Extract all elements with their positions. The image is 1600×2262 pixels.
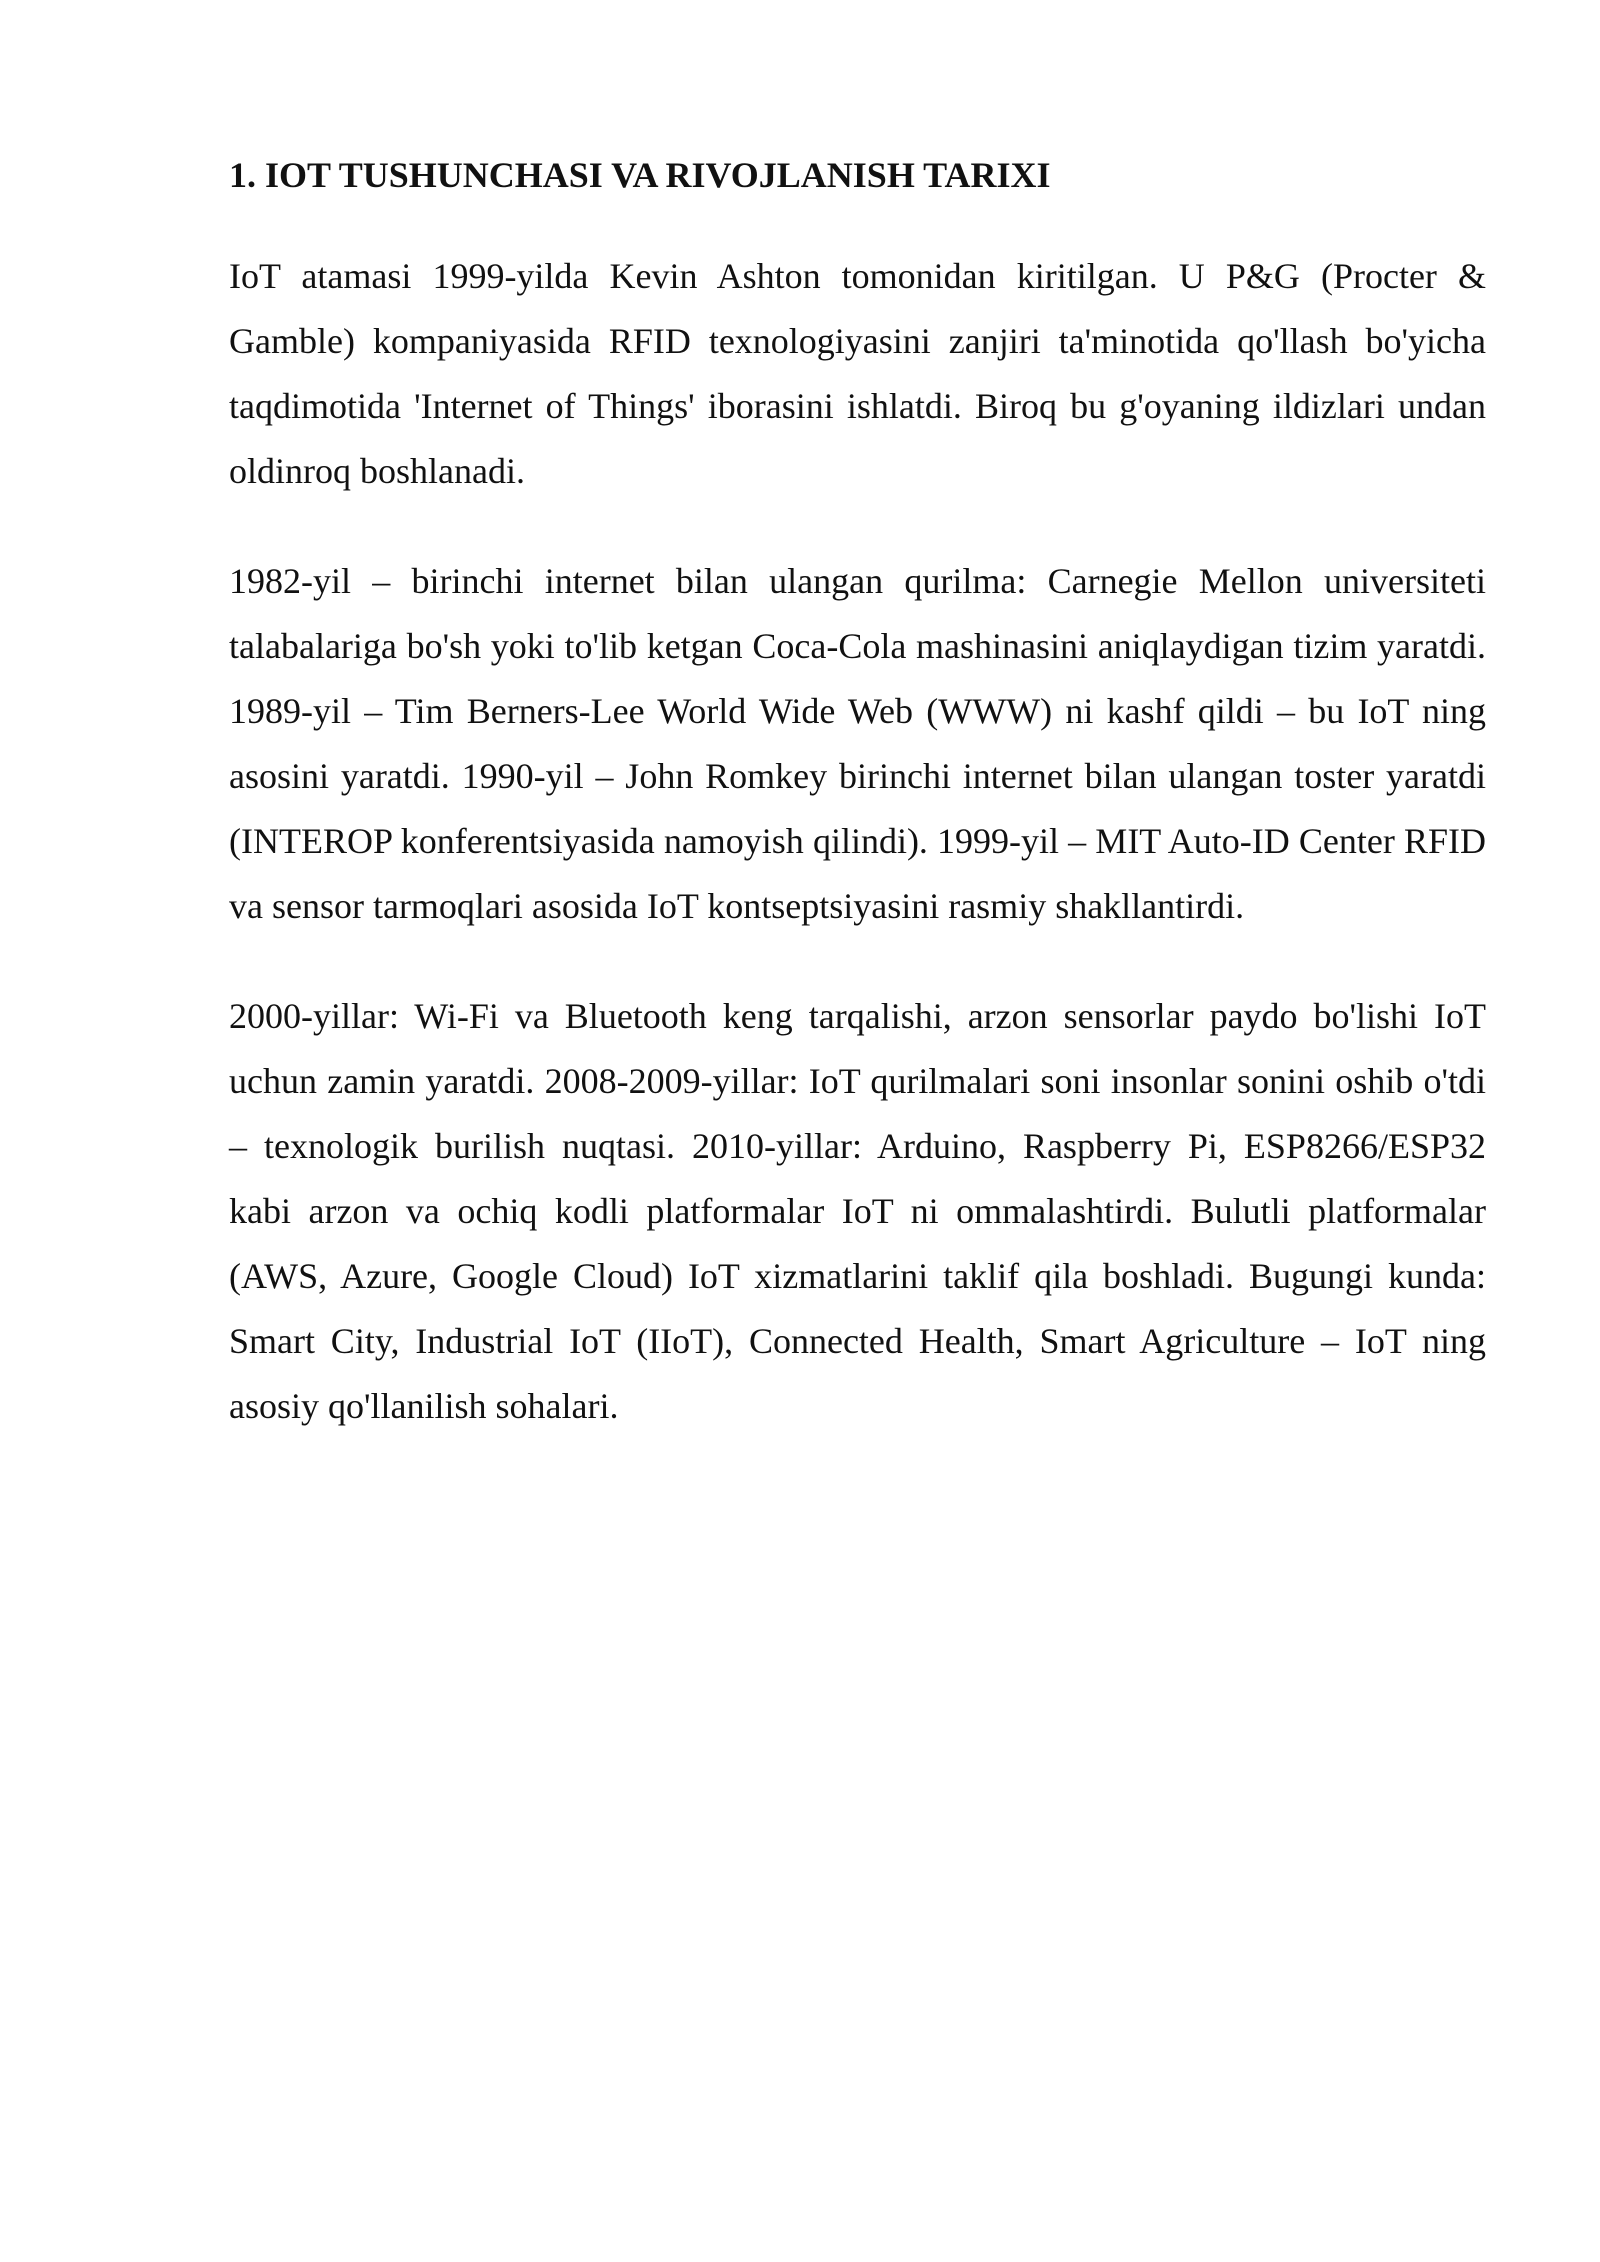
section-heading: 1. IOT TUSHUNCHASI VA RIVOJLANISH TARIXI bbox=[229, 155, 1051, 195]
paragraph-early-history: 1982-yil – birinchi internet bilan ulangan qurilma: Carnegie Mellon universiteti talabalariga bo'sh yoki to'lib ketgan Coca-Cola mashinasini aniqlaydigan tizim yaratdi. 1989-yil – Tim Berners-Lee World Wide Web (WWW) ni kashf qildi – bu IoT ning asosini yaratdi. 1990-yil – John Romkey birinchi internet bilan ulangan toster yaratdi (INTEROP konferentsiyasida namoyish qilindi). 1999-yil – MIT Auto-ID Center RFID va sensor tarmoqlari asosida IoT kontseptsiyasini rasmiy shakllantirdi. bbox=[229, 561, 1486, 926]
paragraph-modern-era: 2000-yillar: Wi-Fi va Bluetooth keng tarqalishi, arzon sensorlar paydo bo'lishi IoT uchun zamin yaratdi. 2008-2009-yillar: IoT qurilmalari soni insonlar sonini oshib o'tdi – texnologik burilish nuqtasi. 2010-yillar: Arduino, Raspberry Pi, ESP8266/ESP32 kabi arzon va ochiq kodli platformalar IoT ni ommalashtirdi. Bulutli platformalar (AWS, Azure, Google Cloud) IoT xizmatlarini taklif qila boshladi. Bugungi kunda: Smart City, Industrial IoT (IIoT), Connected Health, Smart Agriculture – IoT ning asosiy qo'llanilish sohalari. bbox=[229, 996, 1486, 1426]
paragraph-origin: IoT atamasi 1999-yilda Kevin Ashton tomonidan kiritilgan. U P&G (Procter & Gamble) kompaniyasida RFID texnologiyasini zanjiri ta'minotida qo'llash bo'yicha taqdimotida 'Internet of Things' iborasini ishlatdi. Biroq bu g'oyaning ildizlari undan oldinroq boshlanadi. bbox=[229, 256, 1486, 491]
document-body bbox=[229, 150, 1486, 1484]
